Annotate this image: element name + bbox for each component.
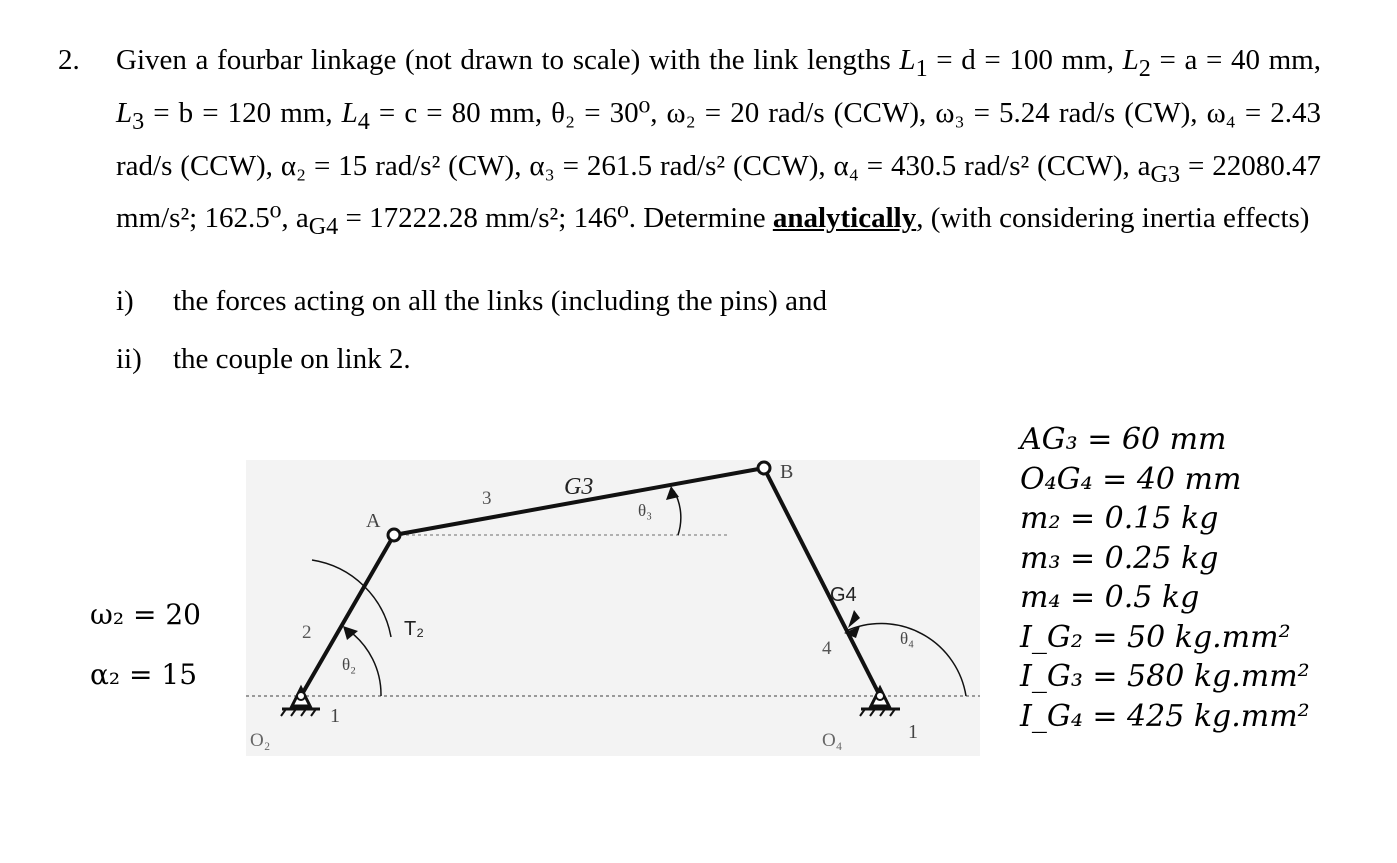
text-part: = 17222.28 mm/s²; 146⁰. Determine [338, 202, 773, 235]
sub-question-label: ii) [116, 343, 142, 375]
text-part: 3 [132, 107, 145, 135]
label-t2: T₂ [404, 618, 424, 640]
label-g3: G3 [564, 474, 594, 500]
sub-question-2 [116, 339, 411, 379]
text-part: L [341, 96, 358, 129]
omega2-value: ω₂ = 20 [90, 598, 201, 631]
property-ig2: I_G₂ = 50 kg.mm² [1020, 619, 1291, 655]
pin-b [758, 462, 770, 474]
text-part: L [1122, 44, 1139, 76]
label-o4: O₄ [822, 730, 843, 751]
label-ground-1-right: 1 [908, 721, 918, 743]
label-a: A [366, 510, 381, 532]
properties-list [1020, 420, 1310, 736]
text-part: G3 [1150, 160, 1181, 188]
link-4 [764, 468, 880, 696]
property-m2: m₂ = 0.15 kg [1020, 501, 1219, 536]
text-part: analytically [772, 202, 917, 235]
ground-support-o2 [281, 688, 320, 716]
property-ig3: I_G₃ = 580 kg.mm² [1020, 659, 1310, 694]
text-part: L [899, 44, 916, 76]
label-b: B [780, 461, 794, 483]
label-link-2: 2 [302, 622, 312, 643]
label-link-3: 3 [482, 488, 492, 509]
text-part: G4 [308, 213, 339, 241]
text-part: = b = 120 mm, [144, 96, 342, 129]
text-part: Given a fourbar linkage (not drawn to scale) with the link lengths [116, 44, 900, 76]
text-part: L [116, 96, 133, 129]
label-theta2: θ₂ [342, 655, 357, 674]
property-ig4: I_G₄ = 425 kg.mm² [1020, 698, 1310, 734]
text-part: = a = 40 mm, [1150, 44, 1321, 76]
text-part: 1 [915, 54, 928, 82]
theta2-arrowhead [343, 626, 358, 640]
sub-question-label: i) [116, 285, 134, 317]
label-o2: O₂ [250, 730, 271, 751]
label-link-4: 4 [822, 638, 832, 659]
property-m3: m₃ = 0.25 kg [1020, 540, 1219, 576]
sub-question-1 [116, 281, 827, 321]
property-ag3: AG₃ = 60 mm [1020, 422, 1227, 457]
label-theta4: θ₄ [900, 629, 915, 648]
fourbar-linkage-figure [246, 460, 980, 756]
sub-question-text: the forces acting on all the links (including the pins) and [173, 285, 827, 317]
text-part: = 22080.47 mm/s²; 162.5⁰, a [116, 149, 1322, 235]
problem-text [116, 38, 1321, 249]
alpha2-value: α₂ = 15 [90, 658, 198, 691]
text-part: , (with considering inertia effects) [916, 202, 1310, 235]
label-g4: G4 [830, 584, 857, 606]
linkage-diagram [246, 460, 980, 756]
property-o4g4: O₄G₄ = 40 mm [1020, 461, 1242, 497]
torque-t2-arc [312, 560, 391, 637]
pin-a [388, 529, 400, 541]
sub-question-text: the couple on link 2. [173, 343, 411, 375]
problem-number: 2. [58, 44, 80, 76]
label-theta3: θ₃ [638, 501, 653, 520]
text-part: 2 [1138, 54, 1151, 82]
property-m4: m₄ = 0.5 kg [1020, 580, 1200, 615]
text-part: = d = 100 mm, [927, 44, 1123, 76]
g4-arrowhead [848, 610, 860, 628]
label-ground-1: 1 [330, 705, 340, 727]
text-part: 4 [357, 107, 370, 135]
ground-support-o4 [860, 688, 900, 716]
text-part: = c = 80 mm, θ₂ = 30⁰, ω₂ = 20 rad/s (CCW), ω₃ = 5.24 rad/s (CW), ω₄ = 2.43 rad/s (CCW), α₂ = 15 rad/s² (CW), α₃ = 261.5 rad/s² (CCW), α₄ = 430.5 rad/s² (CCW), a [116, 96, 1322, 182]
